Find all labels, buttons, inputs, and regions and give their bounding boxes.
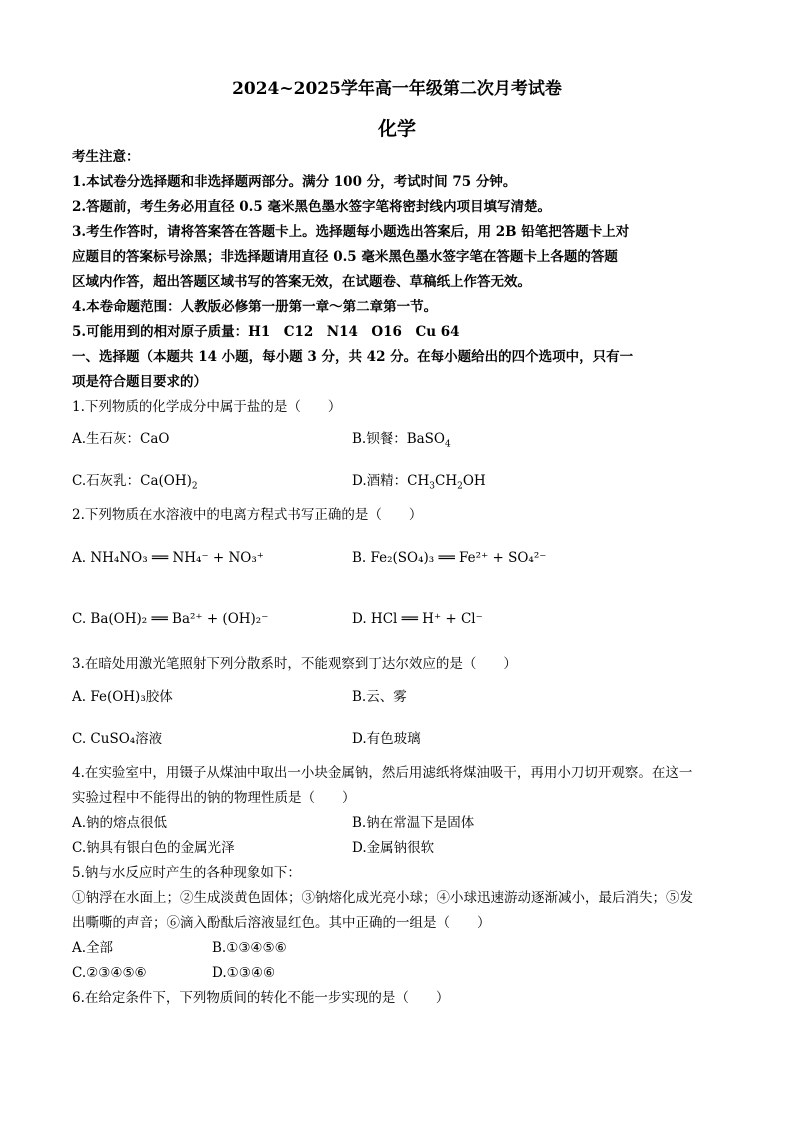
notice-item: 3.考生作答时，请将答案答在答题卡上。选择题每小题选出答案后，用 2B 铅笔把答题卡上对 [72, 224, 630, 240]
notice-heading: 考生注意： [72, 149, 140, 165]
q4-option-b: B.钠在常温下是固体 [352, 815, 475, 831]
q3-option-c: C. CuSO₄溶液 [72, 731, 163, 747]
notice-item: 5.可能用到的相对原子质量：H1 C12 N14 O16 Cu 64 [72, 324, 460, 340]
notice-item: 1.本试卷分选择题和非选择题两部分。满分 100 分，考试时间 75 分钟。 [72, 174, 517, 190]
q1-option-c: C.石灰乳：$Ca(OH)_2$ [72, 473, 198, 492]
q1-option-d: D.酒精：$CH_3CH_2OH$ [352, 473, 486, 492]
q5-option-a: A.全部 [72, 940, 114, 956]
q5-option-b: B.①③④⑤⑥ [212, 940, 287, 956]
notice-item: 4.本卷命题范围：人教版必修第一册第一章～第二章第一节。 [72, 299, 438, 315]
q5-option-d: D.①③④⑥ [212, 965, 276, 981]
question-5-stem-cont: 出嘶嘶的声音；⑥滴入酚酞后溶液显红色。其中正确的一组是（ ） [72, 915, 491, 931]
question-3-stem: 3.在暗处用激光笔照射下列分散系时，不能观察到丁达尔效应的是（ ） [72, 656, 517, 672]
question-5-stem-cont: ①钠浮在水面上；②生成淡黄色固体；③钠熔化成光亮小球；④小球迅速游动逐渐减小，最后消失；⑤发 [72, 890, 693, 906]
question-1-stem: 1.下列物质的化学成分中属于盐的是（ ） [72, 399, 342, 415]
q3-option-d: D.有色玻璃 [352, 731, 421, 747]
notice-item: 2.答题前，考生务必用直径 0.5 毫米黑色墨水签字笔将密封线内项目填写清楚。 [72, 199, 551, 215]
q2-option-a: A. NH₄NO₃ ══ NH₄⁻ + NO₃⁺ [72, 550, 264, 566]
section-heading-cont: 项是符合题目要求的） [72, 374, 207, 390]
exam-subject: 化学 [377, 118, 416, 140]
notice-item: 区域内作答，超出答题区域书写的答案无效，在试题卷、草稿纸上作答无效。 [72, 274, 531, 290]
q3-option-a: A. Fe(OH)₃胶体 [72, 689, 173, 705]
q4-option-c: C.钠具有银白色的金属光泽 [72, 840, 235, 856]
q2-option-b: B. Fe₂(SO₄)₃ ══ Fe²⁺ + SO₄²⁻ [352, 550, 547, 566]
exam-title: 2024~2025学年高一年级第二次月考试卷 [232, 79, 562, 99]
question-5-stem: 5.钠与水反应时产生的各种现象如下： [72, 865, 301, 881]
q3-option-b: B.云、雾 [352, 689, 407, 705]
q2-option-c: C. Ba(OH)₂ ══ Ba²⁺ + (OH)₂⁻ [72, 611, 269, 627]
question-6-stem: 6.在给定条件下，下列物质间的转化不能一步实现的是（ ） [72, 990, 450, 1006]
q1-option-b: B.钡餐：BaSO$_4$ [352, 431, 451, 450]
question-2-stem: 2.下列物质在水溶液中的电离方程式书写正确的是（ ） [72, 507, 423, 523]
q2-option-d: D. HCl ══ H⁺ + Cl⁻ [352, 611, 483, 627]
q5-option-c: C.②③④⑤⑥ [72, 965, 147, 981]
q4-option-d: D.金属钠很软 [352, 840, 435, 856]
question-4-stem: 4.在实验室中，用镊子从煤油中取出一小块金属钠，然后用滤纸将煤油吸干，再用小刀切开观察。在这一 [72, 765, 693, 781]
section-heading: 一、选择题（本题共 14 小题，每小题 3 分，共 42 分。在每小题给出的四个选项中，只有一 [72, 349, 634, 365]
question-4-stem-cont: 实验过程中不能得出的钠的物理性质是（ ） [72, 790, 356, 806]
q1-option-a: A.生石灰：CaO [72, 431, 170, 447]
notice-item: 应题目的答案标号涂黑；非选择题请用直径 0.5 毫米黑色墨水签字笔在答题卡上各题的答题 [72, 249, 618, 265]
q4-option-a: A.钠的熔点很低 [72, 815, 168, 831]
